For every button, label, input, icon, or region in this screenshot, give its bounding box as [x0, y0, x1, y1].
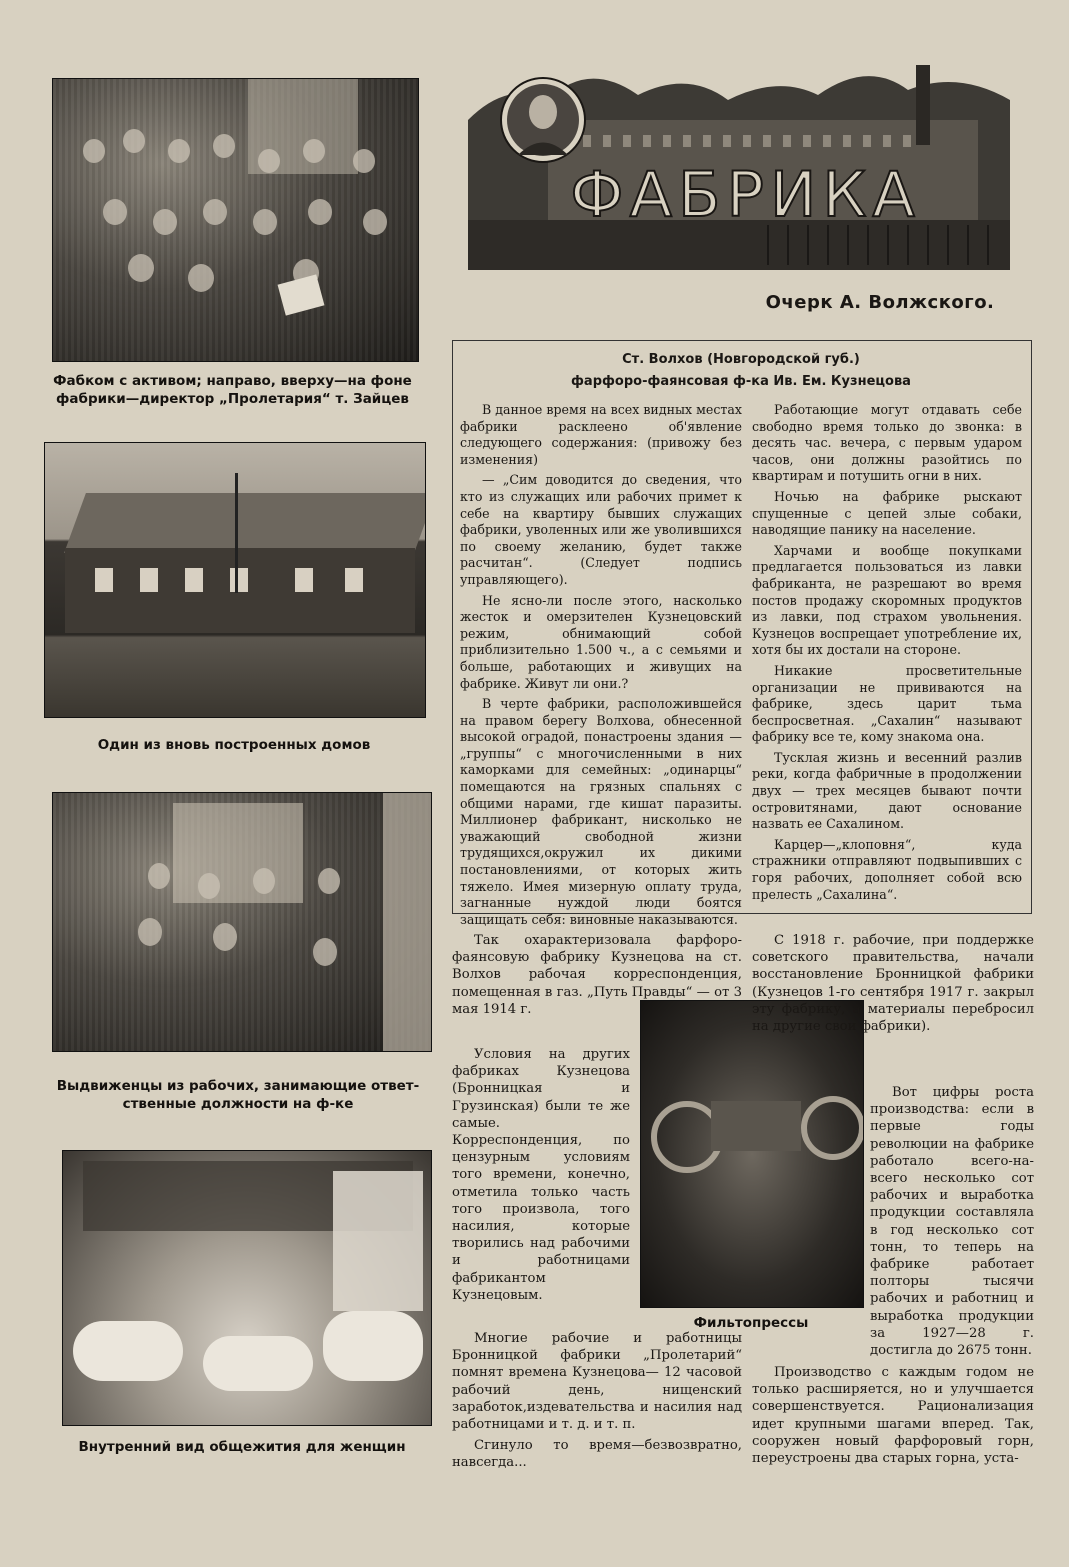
- caption-photo2: Один из вновь построенных домов: [97, 737, 371, 753]
- paragraph: Харчами и вообще покупками предлагается пользоваться из лавки фабриканта, не разрешают во время постов продажу скоромных продуктов из лавки, под страхом увольнения. Кузнецов воспрещает употребление их, хотя бы их достали на стороне.: [752, 542, 1022, 658]
- paragraph: Никакие просветительные организации не прививаются на фабрике, здесь царит тьма беспросветная. „Сахалин“ называют фабрику все те, кому знакома она.: [752, 662, 1022, 745]
- paragraph: В черте фабрики, расположившейся на правом берегу Волхова, обнесенной высокой оградой, понастроены здания — „группы“ с многочисленными в них каморками для семейных: „одинарцы“ помещаются на грязных спальнях с общими нарами, где кишат паразиты. Миллионер фабрикант, нисколько не уважающий свободной жизни трудящихся,окружил их дикими постановлениями, от которых жить тяжело. Имея мизерную оплату труда, загнанные нуждой люди боятся защищать себя: виновные наказываются.: [460, 696, 742, 927]
- paragraph: С 1918 г. рабочие, при поддержке советского правительства, начали восстановление Бронницкой фабрики (Кузнецов 1-го сентября 1917 г. закрыл эту фабрику, а материалы перебросил на другие свои фабрики).: [752, 933, 1034, 1035]
- box-heading-1: Ст. Волхов (Новгородской губ.): [622, 352, 860, 367]
- paragraph: Так охарактеризовала фарфоро-фаянсовую фабрику Кузнецова на ст. Волхов рабочая корреспонденция, помещенная в газ. „Путь Правды“ — от 3 мая 1914 г.: [452, 933, 742, 1017]
- paragraph: Многие рабочие и работницы Бронницкой фабрики „Пролетарий“ помнят времена Кузнецова— 12 часовой рабочий день, нищенский заработок,издевательства и насилия над работницами и т. д. и т. п.: [452, 1331, 742, 1433]
- box-heading-2: фарфоро-фаянсовая ф-ка Ив. Ем. Кузнецова: [571, 374, 911, 389]
- article-col2-mid: [870, 1084, 1034, 1363]
- photo-factory-committee: [52, 78, 419, 362]
- article-col1-mid: [452, 1046, 630, 1308]
- article-col2-bottom: [752, 1364, 1034, 1471]
- photo-dormitory: [62, 1150, 432, 1426]
- paragraph: Ночью на фабрике рыскают спущенные с цепей злые собаки, наводящие панику на население.: [752, 488, 1022, 538]
- photo-promoted-workers: [52, 792, 432, 1052]
- paragraph: Не ясно-ли после этого, насколько жесток и омерзителен Кузнецовский режим, обнимающий собой приблизительно 1.500 ч., а с семьями и больше, работающих и живущих на фабрике. Живут ли они.?: [460, 592, 742, 691]
- photo-filter-presses: [640, 1000, 864, 1308]
- paragraph: Карцер—„клоповня“, куда стражники отправляют подвыпивших с горя рабочих, дополняет собой всю прелесть „Сахалина“.: [752, 836, 1022, 902]
- paragraph: Работающие могут отдавать себе свободно время только до звонка: в десять час. вечера, с первым ударом часов, они должны разойтись по квартирам и потушить огни в них.: [752, 402, 1022, 484]
- header-banner: [468, 60, 1010, 270]
- article-col1-bottom: [452, 1330, 742, 1476]
- author-line: Очерк А. Волжского.: [765, 292, 995, 313]
- caption-photo4: Внутренний вид общежития для женщин: [78, 1439, 406, 1455]
- caption-photo5: Фильтопрессы: [693, 1315, 809, 1331]
- photo-new-house: [44, 442, 426, 718]
- banner-title: ФАБРИКА: [570, 158, 921, 231]
- paragraph: Сгинуло то время—безвозвратно, навсегда...: [452, 1438, 742, 1471]
- article-col2-top: [752, 932, 1034, 1039]
- paragraph: В данное время на всех видных местах фабрики расклеено об'явление следующего содержания: (привожу без изменения): [460, 402, 742, 467]
- caption-photo3: Выдвиженцы из рабочих, занимающие ответ- ственные должности на ф-ке: [56, 1078, 420, 1112]
- paragraph: Тусклая жизнь и весенний разлив реки, когда фабричные в продолжении двух — трех месяцев бывают почти островитянами, дают основание назвать ее Сахалином.: [752, 749, 1022, 832]
- paragraph: Производство с каждым годом не только расширяется, но и улучшается совершенствуется. Рационализация идет крупными шагами вперед. Так, сооружен новый фарфоровый горн, переустроены два старых горна, уста-: [752, 1365, 1034, 1467]
- caption-photo1: Фабком с активом; направо, вверху—на фоне фабрики—директор „Пролетария“ т. Зайцев: [53, 373, 412, 407]
- paragraph: Вот цифры роста производства: если в первые годы революции на фабрике работало всего-на-всего несколько сот рабочих и выработка продукции составляла в год несколько сот тонн, то теперь на фабрике работает полторы тысячи рабочих и работниц и выработка продукции за 1927—28 г. достигла до 2675 тонн.: [870, 1085, 1034, 1359]
- box-right-column: [752, 402, 1022, 907]
- paragraph: — „Сим доводится до сведения, что кто из служащих или рабочих примет к себе на квартиру бывших служащих фабрики, уволенных или же уволившихся по своему желанию, будет также расчитан“. (Следует подпись управляющего).: [460, 472, 742, 587]
- paragraph: Условия на других фабриках Кузнецова (Бронницкая и Грузинская) были те же самые. Корреспонденция, по цензурным условиям того времени, конечно, отметила только часть того произвола, того насилия, которые творились над рабочими и работницами фабрикантом Кузнецовым.: [452, 1047, 630, 1303]
- box-left-column: [460, 402, 742, 932]
